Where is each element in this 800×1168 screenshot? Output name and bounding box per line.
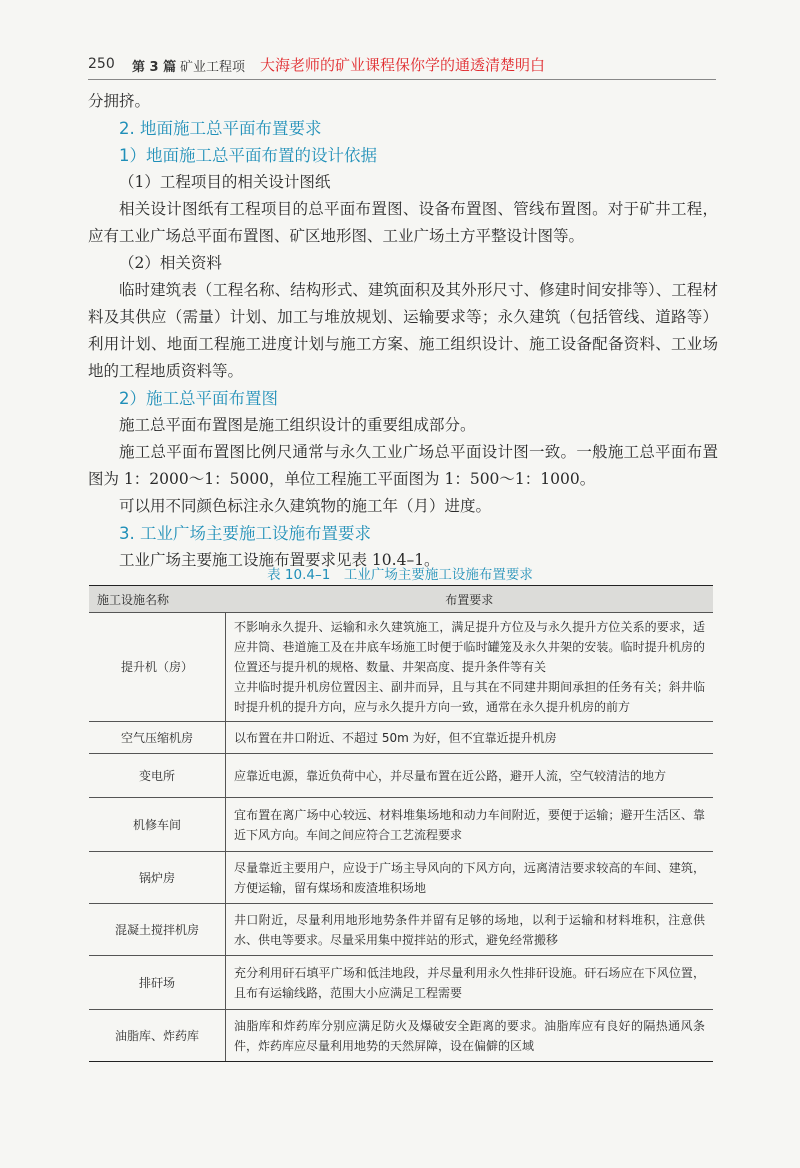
paragraph-layout-3: 可以用不同颜色标注永久建筑物的施工年（月）进度。: [119, 497, 492, 515]
facility-requirement: [226, 613, 714, 722]
paragraph-related-data: 临时建筑表（工程名称、结构形式、建筑面积及其外形尺寸、修建时间安排等）、工程材料及其供应（需量）计划、加工与堆放规划、运输要求等；永久建筑（包括管线、道路等）利用计划、地面工程施工进度计划与施工方案、施工组织设计、施工设备配备资料、工业场地的工程地质资料等。: [88, 281, 718, 380]
facility-table: [89, 585, 713, 1062]
facility-requirement: 以布置在井口附近、不超过 50m 为好，但不宜靠近提升机房: [226, 722, 714, 754]
subheading-layout-plan: 2）施工总平面布置图: [119, 389, 278, 408]
column-header-requirement: 布置要求: [226, 586, 714, 613]
column-header-facility: 施工设施名称: [89, 586, 226, 613]
table-row: [89, 722, 713, 754]
paragraph-drawings: 相关设计图纸有工程项目的总平面布置图、设备布置图、管线布置图。对于矿井工程，应有工业广场总平面布置图、矿区地形图、工业广场土方平整设计图等。: [88, 200, 718, 245]
facility-requirement: 应靠近电源，靠近负荷中心，并尽量布置在近公路，避开人流，空气较清洁的地方: [226, 754, 714, 798]
facility-requirement: 充分利用矸石填平广场和低洼地段，并尽量利用永久性排矸设施。矸石场应在下风位置，且布有运输线路，范围大小应满足工程需要: [226, 956, 714, 1010]
item-design-drawings: （1）工程项目的相关设计图纸: [119, 173, 331, 191]
table-row: [89, 754, 713, 798]
item-related-data: （2）相关资料: [119, 254, 222, 272]
table-header-row: [89, 586, 713, 613]
continued-text: 分拥挤。: [88, 92, 151, 110]
table-row: [89, 956, 713, 1010]
paragraph-table-ref: 工业广场主要施工设施布置要求见表 10.4–1。: [119, 551, 440, 569]
facility-name: 混凝土搅拌机房: [89, 904, 226, 956]
facility-name: 提升机（房）: [89, 613, 226, 722]
paragraph-layout-1: 施工总平面布置图是施工组织设计的重要组成部分。: [119, 416, 476, 434]
requirement-line: 立井临时提升机房位置因主、副井而异，且与其在不同建井期间承担的任务有关；斜井临时提升机的提升方向，应与永久提升方向一致，通常在永久提升机房的前方: [234, 680, 705, 714]
facility-name: 排矸场: [89, 956, 226, 1010]
facility-name: 变电所: [89, 754, 226, 798]
facility-requirement: 油脂库和炸药库分别应满足防火及爆破安全距离的要求。油脂库应有良好的隔热通风条件，炸药库应尽量利用地势的天然屏障，设在偏僻的区域: [226, 1010, 714, 1062]
section-label: 矿业工程项: [180, 60, 246, 75]
watermark-text: 大海老师的矿业课程保你学的通透清楚明白: [260, 56, 546, 74]
facility-name: 油脂库、炸药库: [89, 1010, 226, 1062]
header-divider: [88, 79, 716, 80]
part-label: 第 3 篇: [132, 60, 177, 75]
facility-name: 机修车间: [89, 798, 226, 852]
table-row: [89, 798, 713, 852]
page-header: [88, 52, 738, 78]
subheading-design-basis: 1）地面施工总平面布置的设计依据: [119, 146, 377, 165]
heading-facility-layout: 3. 工业广场主要施工设施布置要求: [119, 524, 371, 543]
facility-requirement: 井口附近，尽量利用地形地势条件并留有足够的场地，以利于运输和材料堆积，注意供水、供电等要求。尽量采用集中搅拌站的形式，避免经常搬移: [226, 904, 714, 956]
page-body: [88, 88, 718, 574]
table-row: [89, 613, 713, 722]
table-row: [89, 1010, 713, 1062]
table-row: [89, 904, 713, 956]
facility-requirement: 宜布置在离广场中心较远、材料堆集场地和动力车间附近，要便于运输；避开生活区、靠近下风方向。车间之间应符合工艺流程要求: [226, 798, 714, 852]
table-row: [89, 852, 713, 904]
requirement-line: 不影响永久提升、运输和永久建筑施工，满足提升方位及与永久提升方位关系的要求，适应井筒、巷道施工及在井底车场施工时便于临时罐笼及永久井架的安装。临时提升机房的位置还与提升机的规格、数量、井架高度、提升条件等有关: [234, 620, 705, 674]
facility-name: 锅炉房: [89, 852, 226, 904]
facility-requirement: 尽量靠近主要用户，应设于广场主导风向的下风方向，远离清洁要求较高的车间、建筑，方便运输，留有煤场和废渣堆积场地: [226, 852, 714, 904]
heading-ground-layout: 2. 地面施工总平面布置要求: [119, 119, 322, 138]
paragraph-layout-2: 施工总平面布置图比例尺通常与永久工业广场总平面设计图一致。一般施工总平面布置图为 1：2000～1：5000，单位工程施工平面图为 1：500～1：1000。: [88, 443, 718, 488]
facility-name: 空气压缩机房: [89, 722, 226, 754]
page-number: 250: [88, 56, 115, 72]
table-caption: 表 10.4–1 工业广场主要施工设施布置要求: [267, 567, 533, 583]
